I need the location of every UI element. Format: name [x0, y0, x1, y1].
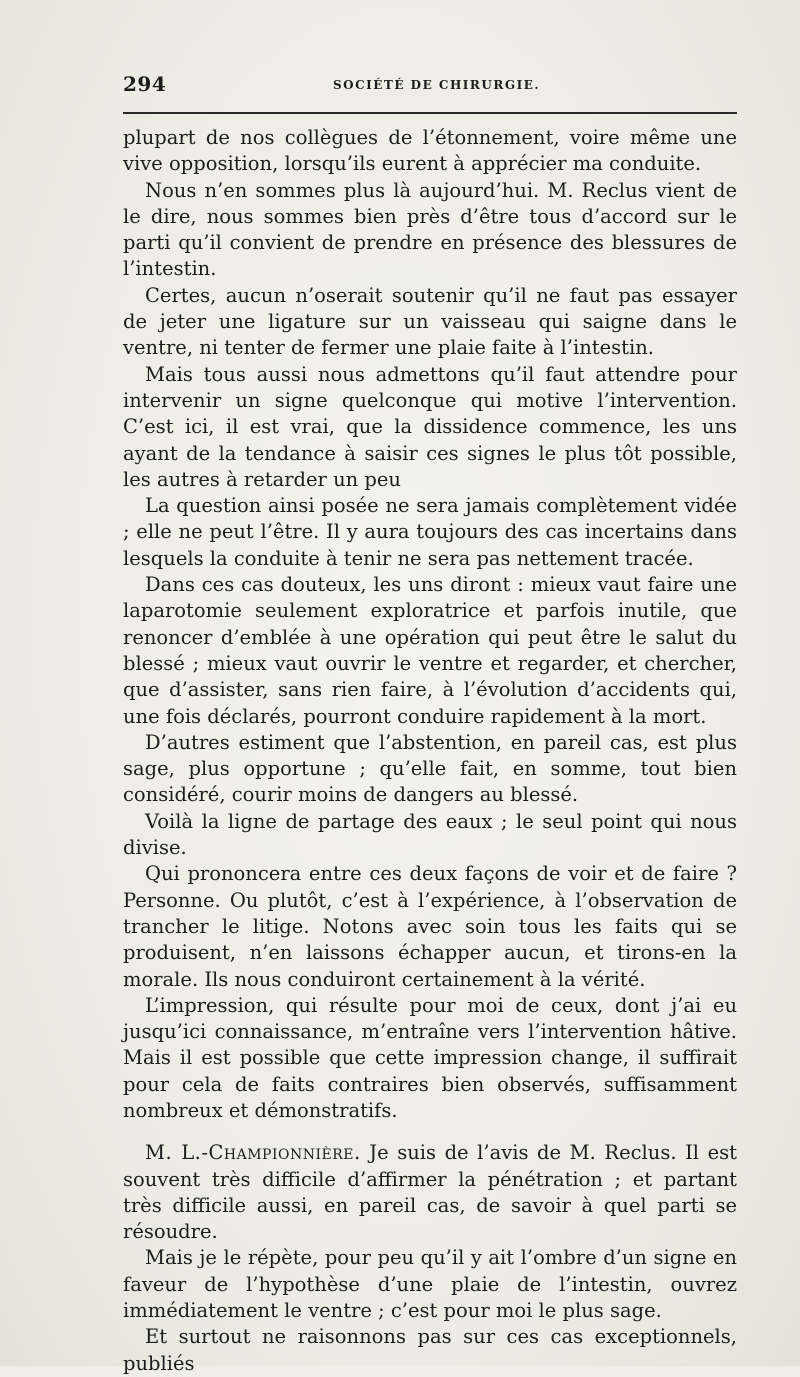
- paragraph: L’impression, qui résulte pour moi de ceux, dont j’ai eu jusqu’ici connaissance, m’entraîne vers l’intervention hâtive. Mais il est possible que cette impression change, il suffirait pour cela de faits contraires bien observés, suffisamment nombreux et démonstratifs.: [123, 993, 737, 1122]
- page-number: 294: [123, 72, 167, 96]
- speaker-paragraph: [123, 1140, 737, 1245]
- speaker-name: M. L.-Championnière.: [145, 1141, 361, 1165]
- paragraph: Dans ces cas douteux, les uns diront : mieux vaut faire une laparotomie seulement exploratrice et parfois inutile, que renoncer d’emblée à une opération qui peut être le salut du blessé ; mieux vaut ouvrir le ventre et regarder, et chercher, que d’assister, sans rien faire, à l’évolution d’accidents qui, une fois déclarés, pourront conduire rapidement à la mort.: [123, 573, 737, 728]
- body-text: [123, 125, 737, 1377]
- paragraph: plupart de nos collègues de l’étonnement, voire même une vive opposition, lorsqu’ils eurent à apprécier ma conduite.: [123, 126, 737, 176]
- paragraph: La question ainsi posée ne sera jamais complètement vidée ; elle ne peut l’être. Il y aura toujours des cas incertains dans lesquels la conduite à tenir ne sera pas nettement tracée.: [123, 494, 737, 570]
- paragraph: Certes, aucun n’oserait soutenir qu’il ne faut pas essayer de jeter une ligature sur un vaisseau qui saigne dans le ventre, ni tenter de fermer une plaie faite à l’intestin.: [123, 283, 737, 360]
- speaker-text: Je suis de l’avis de M. Reclus. Il est souvent très difficile d’affirmer la pénétration ; et partant très difficile aussi, en pareil cas, de savoir à quel parti se résoudre.: [123, 1141, 737, 1244]
- paragraph: Mais tous aussi nous admettons qu’il faut attendre pour intervenir un signe quelconque qui motive l’intervention. C’est ici, il est vrai, que la dissidence commence, les uns ayant de la tendance à saisir ces signes le plus tôt possible, les autres à retarder un peu: [123, 362, 737, 491]
- paragraph: Voilà la ligne de partage des eaux ; le seul point qui nous divise.: [123, 809, 737, 860]
- paragraph: Mais je le répète, pour peu qu’il y ait l’ombre d’un signe en faveur de l’hypothèse d’une plaie de l’intestin, ouvrez immédiatement le ventre ; c’est pour moi le plus sage.: [123, 1246, 737, 1323]
- paragraph: Qui prononcera entre ces deux façons de voir et de faire ? Personne. Ou plutôt, c’est à l’expérience, à l’observation de trancher le litige. Notons avec soin tous les faits qui se produisent, n’en laissons échapper aucun, et tirons-en la morale. Ils nous conduiront certainement à la vérité.: [123, 862, 737, 991]
- paragraph: D’autres estiment que l’abstention, en pareil cas, est plus sage, plus opportune ; qu’elle fait, en somme, tout bien considéré, courir moins de dangers au blessé.: [123, 730, 737, 807]
- header-rule: [123, 112, 737, 114]
- page-header: [123, 72, 735, 102]
- paragraph: Nous n’en sommes plus là aujourd’hui. M. Reclus vient de le dire, nous sommes bien près d’être tous d’accord sur le parti qu’il convient de prendre en présence des blessures de l’intestin.: [123, 178, 737, 281]
- paragraph: Et surtout ne raisonnons pas sur ces cas exceptionnels, publiés: [123, 1325, 737, 1375]
- running-title: SOCIÉTÉ DE CHIRURGIE.: [333, 78, 541, 92]
